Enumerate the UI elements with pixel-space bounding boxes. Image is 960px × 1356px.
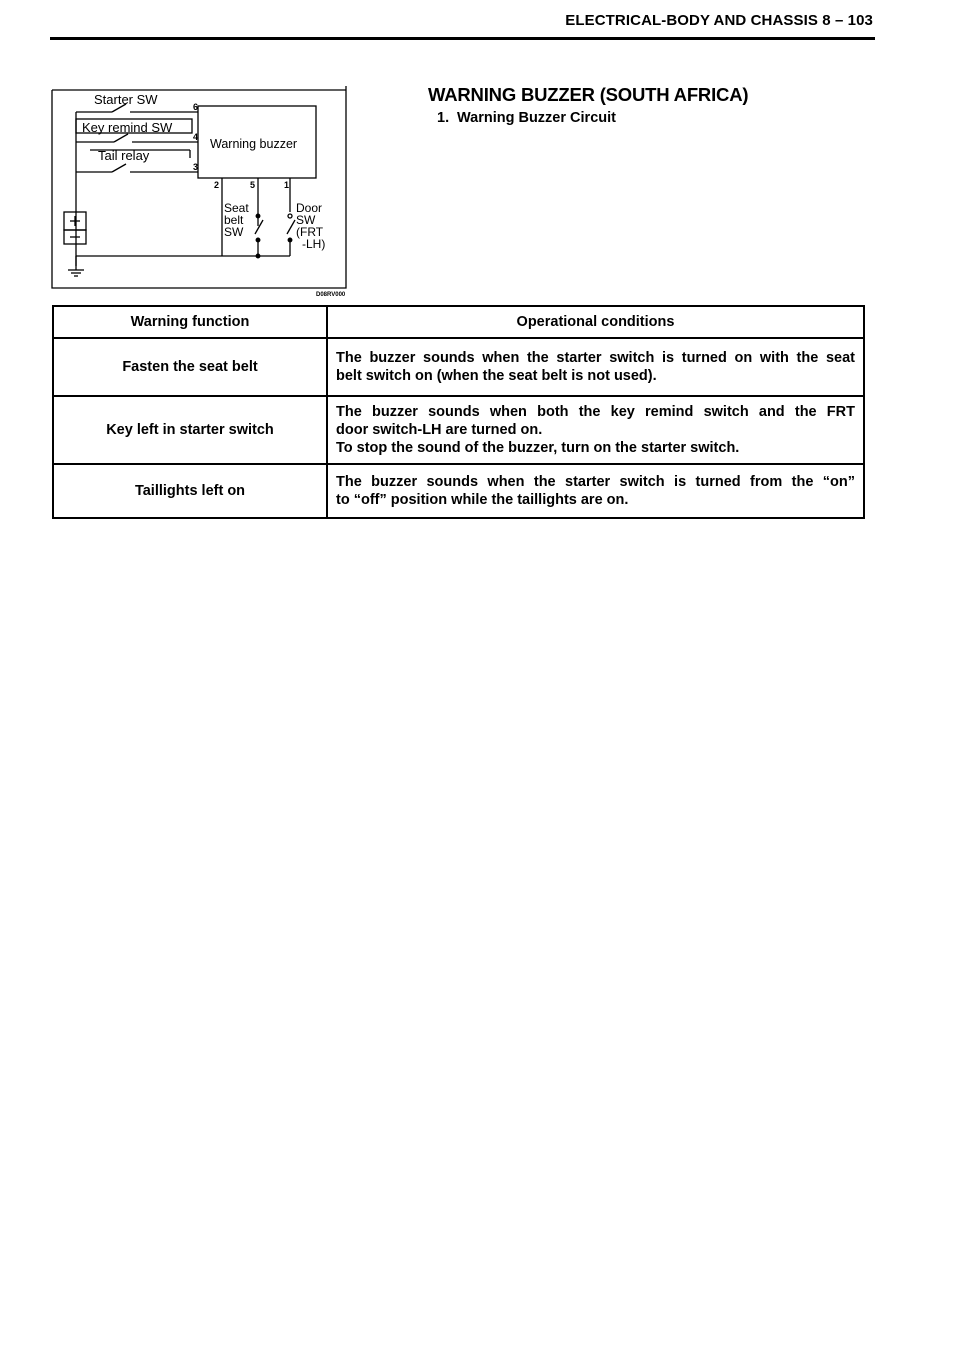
header-operational-conditions: Operational conditions (327, 306, 864, 338)
condition-line: The buzzer sounds when the starter switch is turned from the “on” (336, 474, 855, 490)
header-rule (50, 37, 875, 40)
subsection-number: 1. (437, 110, 450, 126)
pin-5: 5 (250, 180, 256, 190)
label-seat: Seat (224, 201, 249, 215)
function-cell: Key left in starter switch (53, 396, 327, 464)
pin-2: 2 (214, 180, 220, 190)
pin-3: 3 (193, 162, 199, 172)
condition-line: The buzzer sounds when the starter switch is turned on with the seat (336, 350, 855, 366)
condition-line: to “off” position while the taillights are on. (336, 492, 629, 508)
pin-4: 4 (193, 132, 199, 142)
condition-cell (327, 338, 864, 396)
subsection-title-text: Warning Buzzer Circuit (457, 110, 616, 126)
subsection-title (437, 110, 616, 126)
table-header-row (53, 306, 864, 338)
condition-line: The buzzer sounds when both the key remind switch and the FRT (336, 404, 855, 420)
table-row (53, 396, 864, 464)
header-warning-function: Warning function (53, 306, 327, 338)
label-warning-buzzer: Warning buzzer (210, 137, 298, 151)
warning-conditions-table (52, 305, 865, 519)
section-title: WARNING BUZZER (SOUTH AFRICA) (428, 84, 749, 105)
label-door: Door (296, 201, 323, 215)
label-sw-door: SW (296, 213, 316, 227)
label-belt: belt (224, 213, 244, 227)
pin-1: 1 (284, 180, 290, 190)
page-header: ELECTRICAL-BODY AND CHASSIS 8 – 103 (565, 12, 873, 29)
table-row (53, 338, 864, 396)
label-frt: (FRT (296, 225, 324, 239)
circuit-diagram (50, 60, 370, 300)
condition-cell (327, 396, 864, 464)
diagram-code: D08RV000 (316, 292, 346, 298)
condition-line: door switch-LH are turned on. (336, 422, 543, 438)
condition-line: belt switch on (when the seat belt is not used). (336, 368, 657, 384)
condition-line: To stop the sound of the buzzer, turn on the starter switch. (336, 440, 740, 456)
function-cell: Taillights left on (53, 464, 327, 518)
label-lh: -LH) (302, 237, 326, 251)
condition-cell (327, 464, 864, 518)
label-key-remind-sw: Key remind SW (82, 120, 173, 135)
label-tail-relay: Tail relay (98, 148, 150, 163)
pin-6: 6 (193, 102, 199, 112)
label-sw-seat: SW (224, 225, 244, 239)
label-starter-sw: Starter SW (94, 92, 158, 107)
function-cell: Fasten the seat belt (53, 338, 327, 396)
table-row (53, 464, 864, 518)
